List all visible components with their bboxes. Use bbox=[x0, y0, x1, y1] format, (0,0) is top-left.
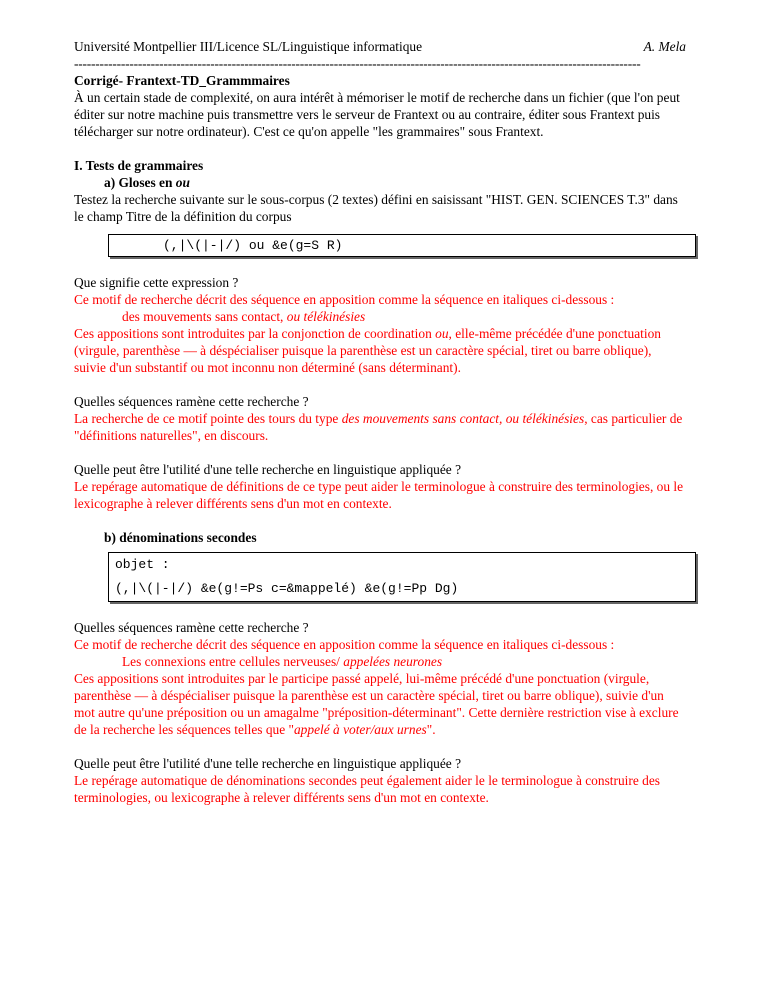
header-rule: ------------------------------------------------------------------------------------------------------------------------------------- bbox=[74, 56, 641, 71]
answer-a2: La recherche de ce motif pointe des tours du type des mouvements sans contact, ou télékinésies, cas particulier de "définitions naturelles", en discours. bbox=[74, 411, 683, 443]
answer-b1: Ce motif de recherche décrit des séquence en apposition comme la séquence en italiques ci-dessous : Les connexions entre cellules nerveuses/ appelées neurones Ces appositions sont introduites par le participe passé appelé, lui-même précédé d'une ponctuation (virgule, parenthèse — à déspécialiser puisque la parenthèse est un caractère spécial, tiret ou barre oblique), suivie d'un mot autre qu'une préposition ou un amagalme "préposition-déterminant". Cette dernière restriction vise à exclure de la recherche les séquences telles que "appelé à voter/aux urnes". bbox=[74, 636, 686, 738]
query-code-a: (,|\(|-|/) ou &e(g=S R) bbox=[163, 238, 343, 253]
section-heading: I. Tests de grammaires bbox=[74, 158, 204, 173]
instruction-text: Testez la recherche suivante sur le sous-corpus (2 textes) défini en saisissant "HIST. GEN. SCIENCES T.3" dans le champ Titre de la définition du corpus bbox=[74, 192, 678, 224]
query-code-b-line2: (,|\(|-|/) &e(g!=Ps c=&mappelé) &e(g!=Pp Dg) bbox=[115, 581, 459, 596]
document-title: Corrigé- Frantext-TD_Grammmaires bbox=[74, 73, 290, 88]
answer-a3: Le repérage automatique de définitions de ce type peut aider le terminologue à construire des terminologies, ou le lexicographe à relever différents sens d'un mot en contexte. bbox=[74, 479, 684, 511]
example-b1: Les connexions entre cellules nerveuses/ appelées neurones bbox=[122, 654, 443, 669]
query-code-b-line1: objet : bbox=[115, 557, 170, 572]
answer-a1: Ce motif de recherche décrit des séquence en apposition comme la séquence en italiques ci-dessous : des mouvements sans contact, ou télékinésies Ces appositions sont introduites par la conjonction de coordination ou, elle-même précédée d'une ponctuation (virgule, parenthèse — à déspécialiser puisque la parenthèse est un caractère spécial, tiret ou barre oblique), suivie d'un substantif ou mot inconnu non déterminé (sans déterminant). bbox=[74, 291, 686, 376]
query-code-box-a bbox=[108, 234, 696, 257]
intro-paragraph: À un certain stade de complexité, on aura intérêt à mémoriser le motif de recherche dans un fichier (que l'on peut éditer sur notre machine puis transmettre vers le serveur de Frantext ou au contraire, éditer sous Frantext puis télécharger sur notre ordinateur). C'est ce qu'on appelle "les grammaires" sous Frantext. bbox=[74, 90, 680, 139]
subsection-a-heading: a) Gloses en ou bbox=[104, 175, 190, 190]
question-a2: Quelles séquences ramène cette recherche ? bbox=[74, 394, 309, 409]
question-b2: Quelle peut être l'utilité d'une telle recherche en linguistique appliquée ? bbox=[74, 756, 462, 771]
header-author: A. Mela bbox=[643, 39, 686, 54]
question-a3: Quelle peut être l'utilité d'une telle recherche en linguistique appliquée ? bbox=[74, 462, 462, 477]
question-a1: Que signifie cette expression ? bbox=[74, 275, 239, 290]
query-code-box-b bbox=[108, 552, 696, 602]
document-page bbox=[74, 38, 686, 806]
answer-b2: Le repérage automatique de dénominations secondes peut également aider le le terminologue à construire des terminologies, ou lexicographe à relever différents sens d'un mot en contexte. bbox=[74, 773, 660, 805]
subsection-b-heading: b) dénominations secondes bbox=[104, 530, 257, 545]
page-header bbox=[74, 38, 686, 55]
example-a1: des mouvements sans contact, ou télékinésies bbox=[122, 309, 366, 324]
header-course: Université Montpellier III/Licence SL/Linguistique informatique bbox=[74, 39, 423, 54]
question-b1: Quelles séquences ramène cette recherche ? bbox=[74, 620, 309, 635]
